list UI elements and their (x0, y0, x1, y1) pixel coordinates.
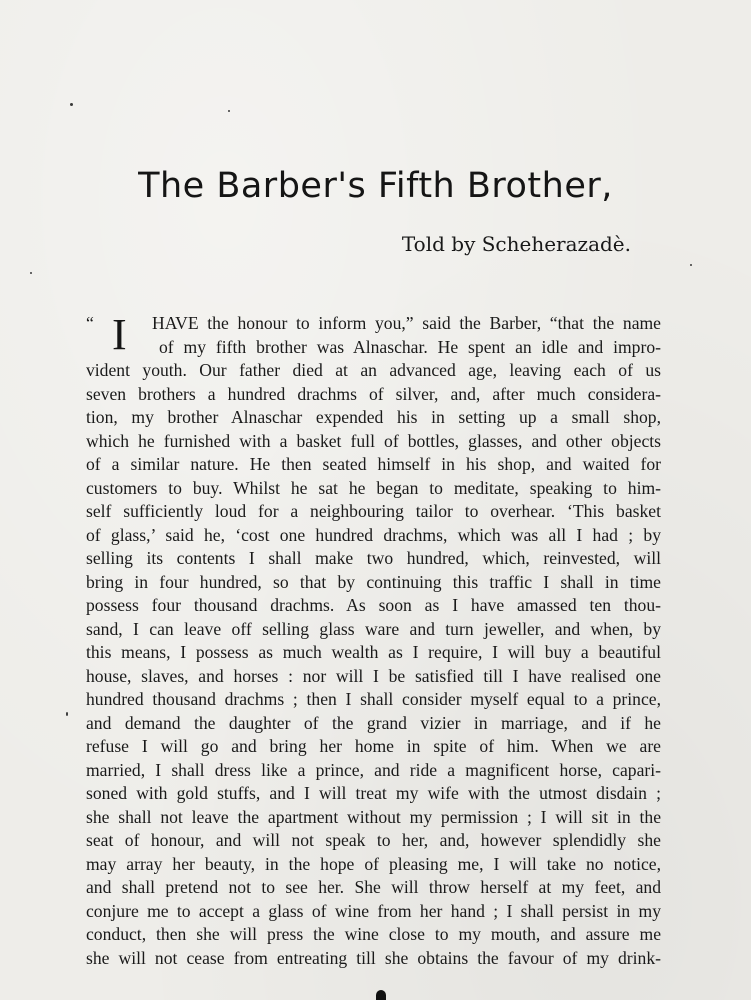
paper-speck (228, 110, 230, 112)
text-line: which he furnished with a basket full of bottles, glasses, and other objects (86, 430, 661, 451)
text-line: seven brothers a hundred drachms of silver, and, after much considera- (86, 383, 661, 404)
text-line: possess four thousand drachms. As soon as I have amassed ten thou- (86, 595, 661, 615)
chapter-title: The Barber's Fifth Brother, (138, 166, 613, 206)
text-line: of my fifth brother was Alnaschar. He spent an idle and impro- (159, 336, 661, 357)
paper-speck (30, 272, 32, 274)
text-line: bring in four hundred, so that by continuing this traffic I shall in time (86, 571, 661, 592)
text-line: this means, I possess as much wealth as I require, I will buy a beautiful (86, 642, 661, 662)
text-line: house, slaves, and horses : nor will I be satisfied till I have realised one (86, 665, 661, 686)
text-line: and demand the daughter of the grand vizier in marriage, and if he (86, 712, 661, 733)
paper-speck (70, 103, 73, 106)
text-line: vident youth. Our father died at an advanced age, leaving each of us (86, 360, 661, 380)
text-line: soned with gold stuffs, and I will treat my wife with the utmost disdain ; (86, 783, 661, 803)
opening-quote: “ (86, 313, 94, 333)
text-line: of glass,’ said he, ‘cost one hundred drachms, which was all I had ; by (86, 524, 661, 545)
text-line: conduct, then she will press the wine close to my mouth, and assure me (86, 924, 661, 944)
text-line: of a similar nature. He then seated himself in his shop, and waited for (86, 454, 661, 474)
text-line: hundred thousand drachms ; then I shall consider myself equal to a prince, (86, 689, 661, 709)
text-line: may array her beauty, in the hope of pleasing me, I will take no notice, (86, 853, 661, 874)
text-line: married, I shall dress like a prince, and ride a magnificent horse, capari- (86, 759, 661, 780)
text-line: she shall not leave the apartment without my permission ; I will sit in the (86, 806, 661, 827)
body-text (86, 312, 661, 970)
text-line: seat of honour, and will not speak to her, and, however splendidly she (86, 830, 661, 850)
text-line: customers to buy. Whilst he sat he began to meditate, speaking to him- (86, 477, 661, 498)
page-ornament (376, 990, 386, 1000)
second-line-row (86, 336, 661, 360)
drop-cap: I (112, 310, 127, 359)
text-line: tion, my brother Alnaschar expended his in setting up a small shop, (86, 407, 661, 427)
paper-speck (690, 264, 692, 266)
text-line: she will not cease from entreating till she obtains the favour of my drink- (86, 947, 661, 968)
text-line: self sufficiently loud for a neighbouring tailor to overhear. ‘This basket (86, 501, 661, 521)
text-line: refuse I will go and bring her home in spite of him. When we are (86, 736, 661, 756)
text-line: sand, I can leave off selling glass ware and turn jeweller, and when, by (86, 618, 661, 639)
text-line: selling its contents I shall make two hundred, which, reinvested, will (86, 548, 661, 568)
text-line: conjure me to accept a glass of wine from her hand ; I shall persist in my (86, 900, 661, 921)
byline: Told by Scheherazadè. (401, 232, 631, 256)
text-line: HAVE the honour to inform you,” said the Barber, “that the name (152, 313, 661, 333)
text-line: and shall pretend not to see her. She will throw herself at my feet, and (86, 877, 661, 897)
paper-speck (66, 712, 68, 716)
